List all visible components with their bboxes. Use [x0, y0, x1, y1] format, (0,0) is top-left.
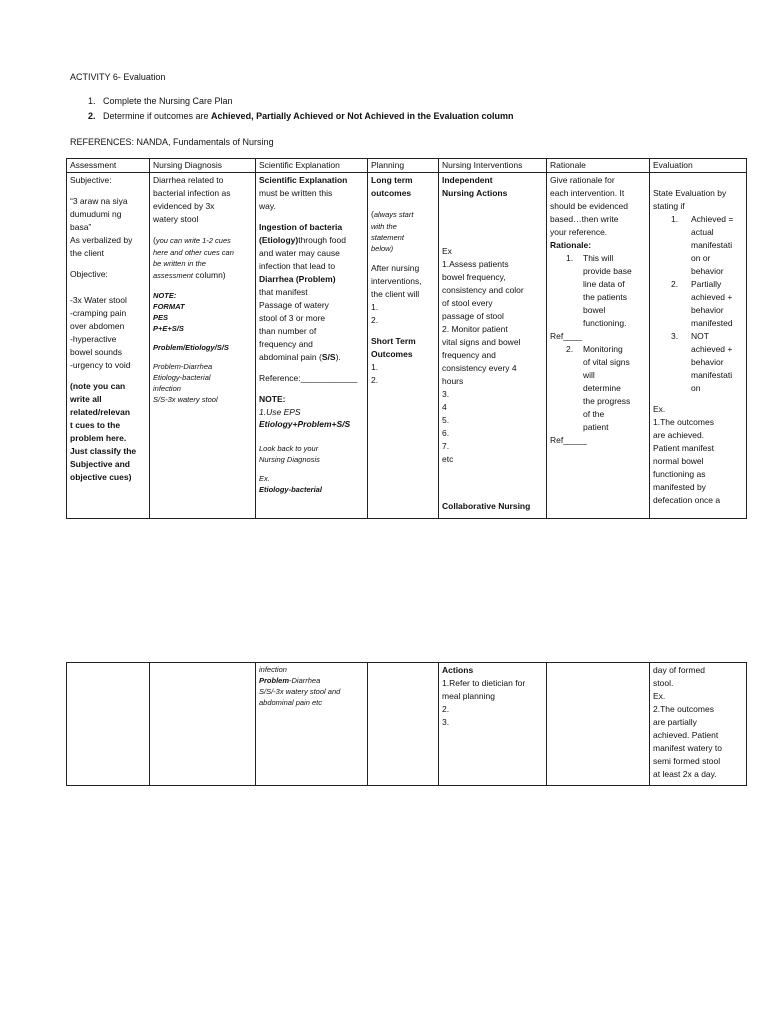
- assessment-cell: Subjective: “3 araw na siya dumudumi ng basa” As verbalized by the client Objective: -3x Water stool -cramping pain over abdomen -hyperactive bowel sounds -urgency to void (note you can write all related/relevan t cues to the problem here. Just classify the Subjective and objective cues): [67, 173, 150, 519]
- nursing-interventions-cell-continued: Actions 1.Refer to dietician for meal planning 2. 3.: [439, 663, 547, 786]
- scientific-explanation-cell-continued: infection Problem-Diarrhea S/S/-3x watery stool and abdominal pain etc: [256, 663, 368, 786]
- header-nursing-diagnosis: Nursing Diagnosis: [150, 159, 256, 173]
- references-line: REFERENCES: NANDA, Fundamentals of Nursing: [70, 137, 274, 147]
- planning-cell: Long term outcomes (always start with the statement below) After nursing interventions, the client will 1. 2. Short Term Outcomes 1. 2.: [368, 173, 439, 519]
- scientific-explanation-cell: Scientific Explanation must be written this way. Ingestion of bacteria (Etiology)through food and water may cause infection that lead to Diarrhea (Problem) that manifest Passage of watery stool of 3 or more than number of frequency and abdominal pain (S/S). Reference:____________ NOTE: 1.Use EPS Etiology+Problem+S/S Look back to your Nursing Diagnosis Ex. Etiology-bacterial: [256, 173, 368, 519]
- header-assessment: Assessment: [67, 159, 150, 173]
- page-title: ACTIVITY 6- Evaluation: [70, 72, 166, 82]
- instruction-item: 1. Complete the Nursing Care Plan: [88, 96, 233, 106]
- rationale-cell: Give rationale for each intervention. It should be evidenced based…then write your reference. Rationale: 1. This will provide base line data of the patients bowel functioning. Ref____ 2. Monitoring of vital signs will determine the progress of the patient Ref_____: [547, 173, 650, 519]
- table-row: [67, 173, 747, 519]
- instruction-item: 2. Determine if outcomes are Achieved, Partially Achieved or Not Achieved in the Evaluation column: [88, 111, 514, 121]
- table-header-row: [67, 159, 747, 173]
- nursing-interventions-cell: Independent Nursing Actions Ex 1.Assess patients bowel frequency, consistency and color of stool every passage of stool 2. Monitor patient vital signs and bowel frequency and consistency every 4 hours 3. 4 5. 6. 7. etc Collaborative Nursing: [439, 173, 547, 519]
- header-nursing-interventions: Nursing Interventions: [439, 159, 547, 173]
- nursing-diagnosis-cell: Diarrhea related to bacterial infection as evidenced by 3x watery stool (you can write 1-2 cues here and other cues can be written in the assessment column) NOTE: FORMAT PES P+E+S/S Problem/Etiology/S/S Problem-Diarrhea Etiology-bacterial infection S/S-3x watery stool: [150, 173, 256, 519]
- header-scientific-explanation: Scientific Explanation: [256, 159, 368, 173]
- assessment-cell-continued: [67, 663, 150, 786]
- header-evaluation: Evaluation: [650, 159, 747, 173]
- evaluation-cell: State Evaluation by stating if 1. Achieved = actual manifestati on or behavior 2. Partially achieved + behavior manifested 3. NOT achieved + behavior manifestati on Ex. 1.The outcomes are achieved. Patient manifest normal bowel functioning as manifested by defecation once a: [650, 173, 747, 519]
- evaluation-cell-continued: day of formed stool. Ex. 2.The outcomes are partially achieved. Patient manifest watery to semi formed stool at least 2x a day.: [650, 663, 747, 786]
- rationale-cell-continued: [547, 663, 650, 786]
- table-row: [67, 663, 747, 786]
- header-planning: Planning: [368, 159, 439, 173]
- planning-cell-continued: [368, 663, 439, 786]
- care-plan-table: [66, 158, 747, 519]
- care-plan-table-continued: [66, 662, 747, 786]
- nursing-diagnosis-cell-continued: [150, 663, 256, 786]
- header-rationale: Rationale: [547, 159, 650, 173]
